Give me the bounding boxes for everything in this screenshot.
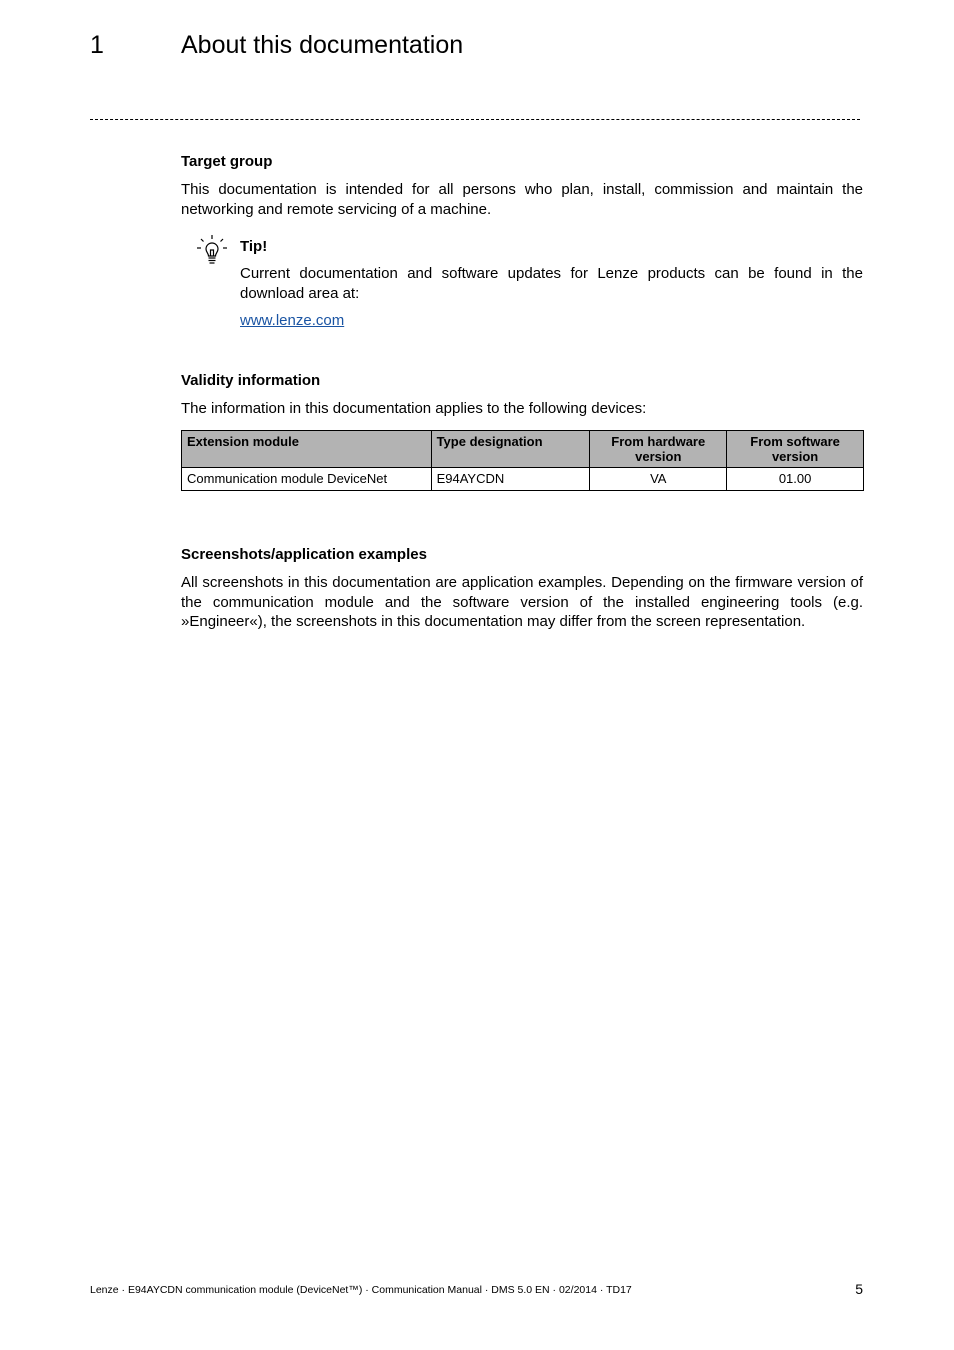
table-header-cell: Type designation <box>431 431 590 468</box>
table-header-cell: From hardware version <box>590 431 727 468</box>
screenshots-heading: Screenshots/application examples <box>181 546 427 563</box>
lightbulb-icon <box>195 233 229 267</box>
tip-title: Tip! <box>240 238 268 255</box>
validity-section <box>181 371 863 492</box>
validity-heading: Validity information <box>181 371 321 389</box>
device-table <box>181 430 864 491</box>
footer-text: Lenze · E94AYCDN communication module (DeviceNet™) · Communication Manual · DMS 5.0 EN · 02/2014 · TD17 <box>90 1284 632 1296</box>
target-group-heading: Target group <box>181 153 273 170</box>
tip-box <box>181 237 863 331</box>
table-header-row <box>182 431 864 468</box>
table-cell: Communication module DeviceNet <box>182 468 432 491</box>
table-header-cell: From software version <box>727 431 864 468</box>
target-group-section <box>181 152 863 219</box>
header-separator <box>90 119 860 120</box>
table-cell: E94AYCDN <box>431 468 590 491</box>
screenshots-text: All screenshots in this documentation are application examples. Depending on the firmware version of the communication module and the software version of the installed engineering tools (e.g. »Engineer«), the screenshots in this documentation may differ from the screen representation. <box>181 574 863 630</box>
lenze-website-link[interactable]: www.lenze.com <box>240 312 345 329</box>
chapter-number: 1 <box>90 31 104 59</box>
main-content <box>181 152 863 632</box>
screenshots-section <box>181 545 863 632</box>
page-number: 5 <box>855 1281 863 1297</box>
table-header-cell: Extension module <box>182 431 432 468</box>
tip-text: Current documentation and software updates for Lenze products can be found in the download area at: <box>240 265 863 302</box>
table-cell: VA <box>590 468 727 491</box>
chapter-title: About this documentation <box>181 31 464 59</box>
target-group-text: This documentation is intended for all persons who plan, install, commission and maintain the networking and remote servicing of a machine. <box>181 181 863 218</box>
validity-text: The information in this documentation applies to the following devices: <box>181 399 647 417</box>
table-row <box>182 468 864 491</box>
table-cell: 01.00 <box>727 468 864 491</box>
